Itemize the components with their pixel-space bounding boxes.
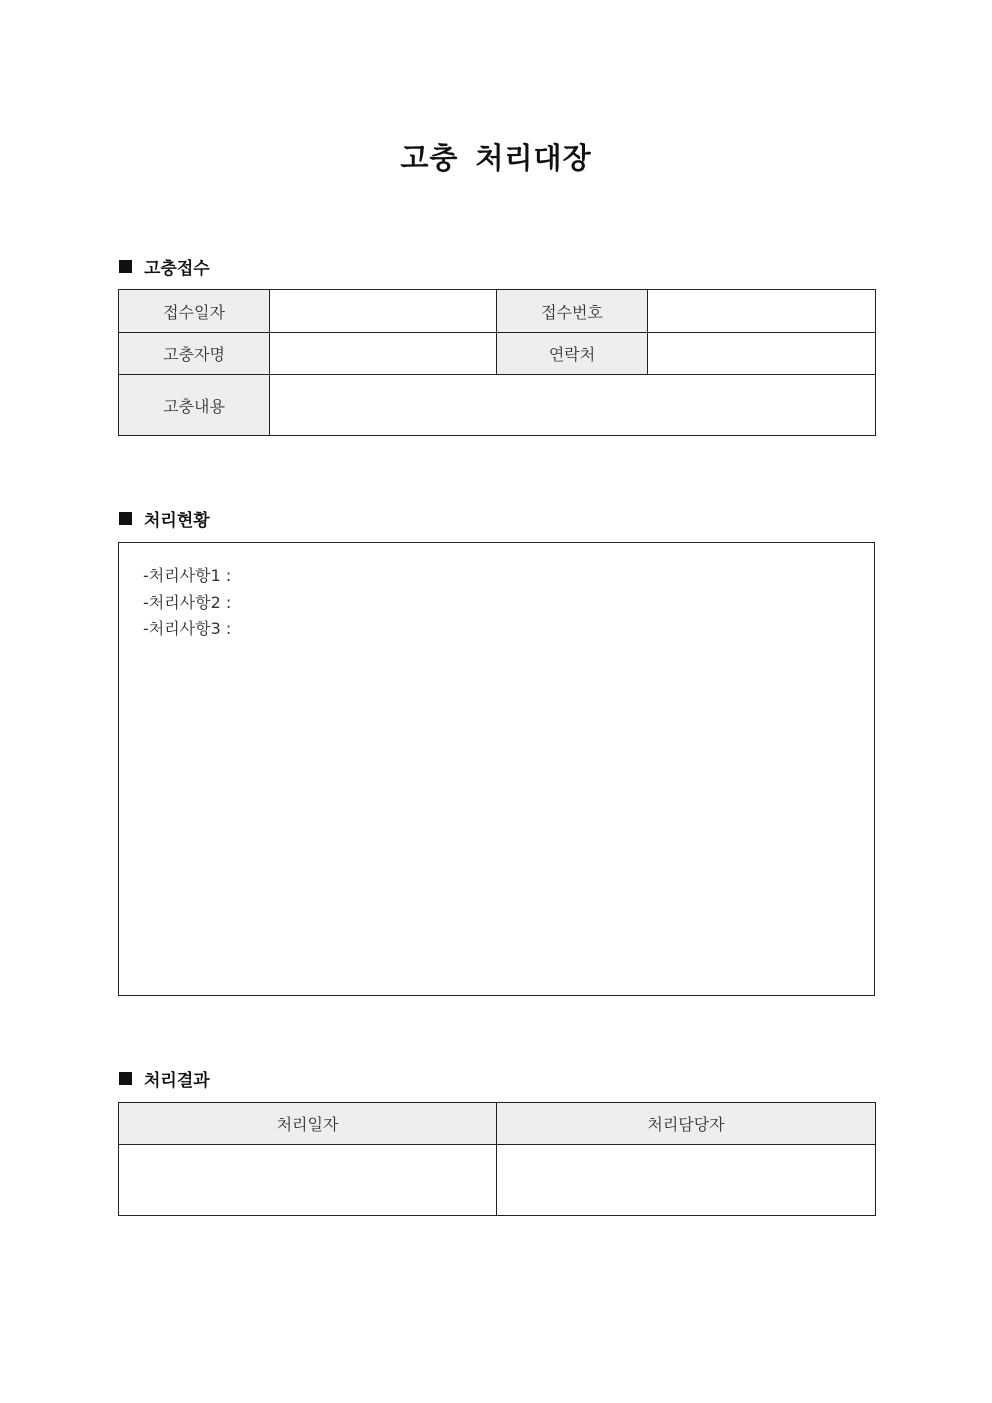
section-heading-label: 처리현황 [144, 511, 210, 531]
section-heading-label: 고충접수 [144, 259, 210, 279]
table-row [119, 375, 876, 436]
square-bullet-icon [119, 1072, 132, 1085]
status-textarea[interactable] [118, 542, 875, 996]
section-heading-receipt [119, 254, 210, 279]
status-list [143, 563, 231, 643]
content-label: 고충내용 [119, 375, 270, 436]
result-table [118, 1102, 876, 1216]
table-row [119, 1145, 876, 1216]
section-heading-status [119, 506, 210, 531]
status-item-2: -처리사항2 : [143, 592, 232, 612]
process-date-field[interactable] [119, 1145, 497, 1216]
status-item-3: -처리사항3 : [143, 619, 232, 638]
square-bullet-icon [119, 512, 132, 525]
column-header-process-manager: 처리담당자 [497, 1103, 876, 1145]
receipt-number-field[interactable] [648, 290, 876, 333]
square-bullet-icon [119, 260, 132, 273]
content-field[interactable] [270, 375, 876, 436]
receipt-date-field[interactable] [270, 290, 497, 333]
process-manager-field[interactable] [497, 1145, 876, 1216]
table-header-row [119, 1103, 876, 1145]
contact-label: 연락처 [497, 333, 648, 375]
complainant-label: 고충자명 [119, 333, 270, 375]
receipt-number-label: 접수번호 [497, 290, 648, 333]
table-row [119, 290, 876, 333]
section-heading-label: 처리결과 [144, 1071, 210, 1091]
complainant-field[interactable] [270, 333, 497, 375]
receipt-date-label: 접수일자 [119, 290, 270, 333]
section-heading-result [119, 1066, 210, 1091]
receipt-table [118, 289, 876, 436]
contact-field[interactable] [648, 333, 876, 375]
status-item-1: -처리사항1 : [143, 566, 232, 585]
table-row [119, 333, 876, 375]
column-header-process-date: 처리일자 [119, 1103, 497, 1145]
page-title: 고충 처리대장 [400, 141, 592, 175]
